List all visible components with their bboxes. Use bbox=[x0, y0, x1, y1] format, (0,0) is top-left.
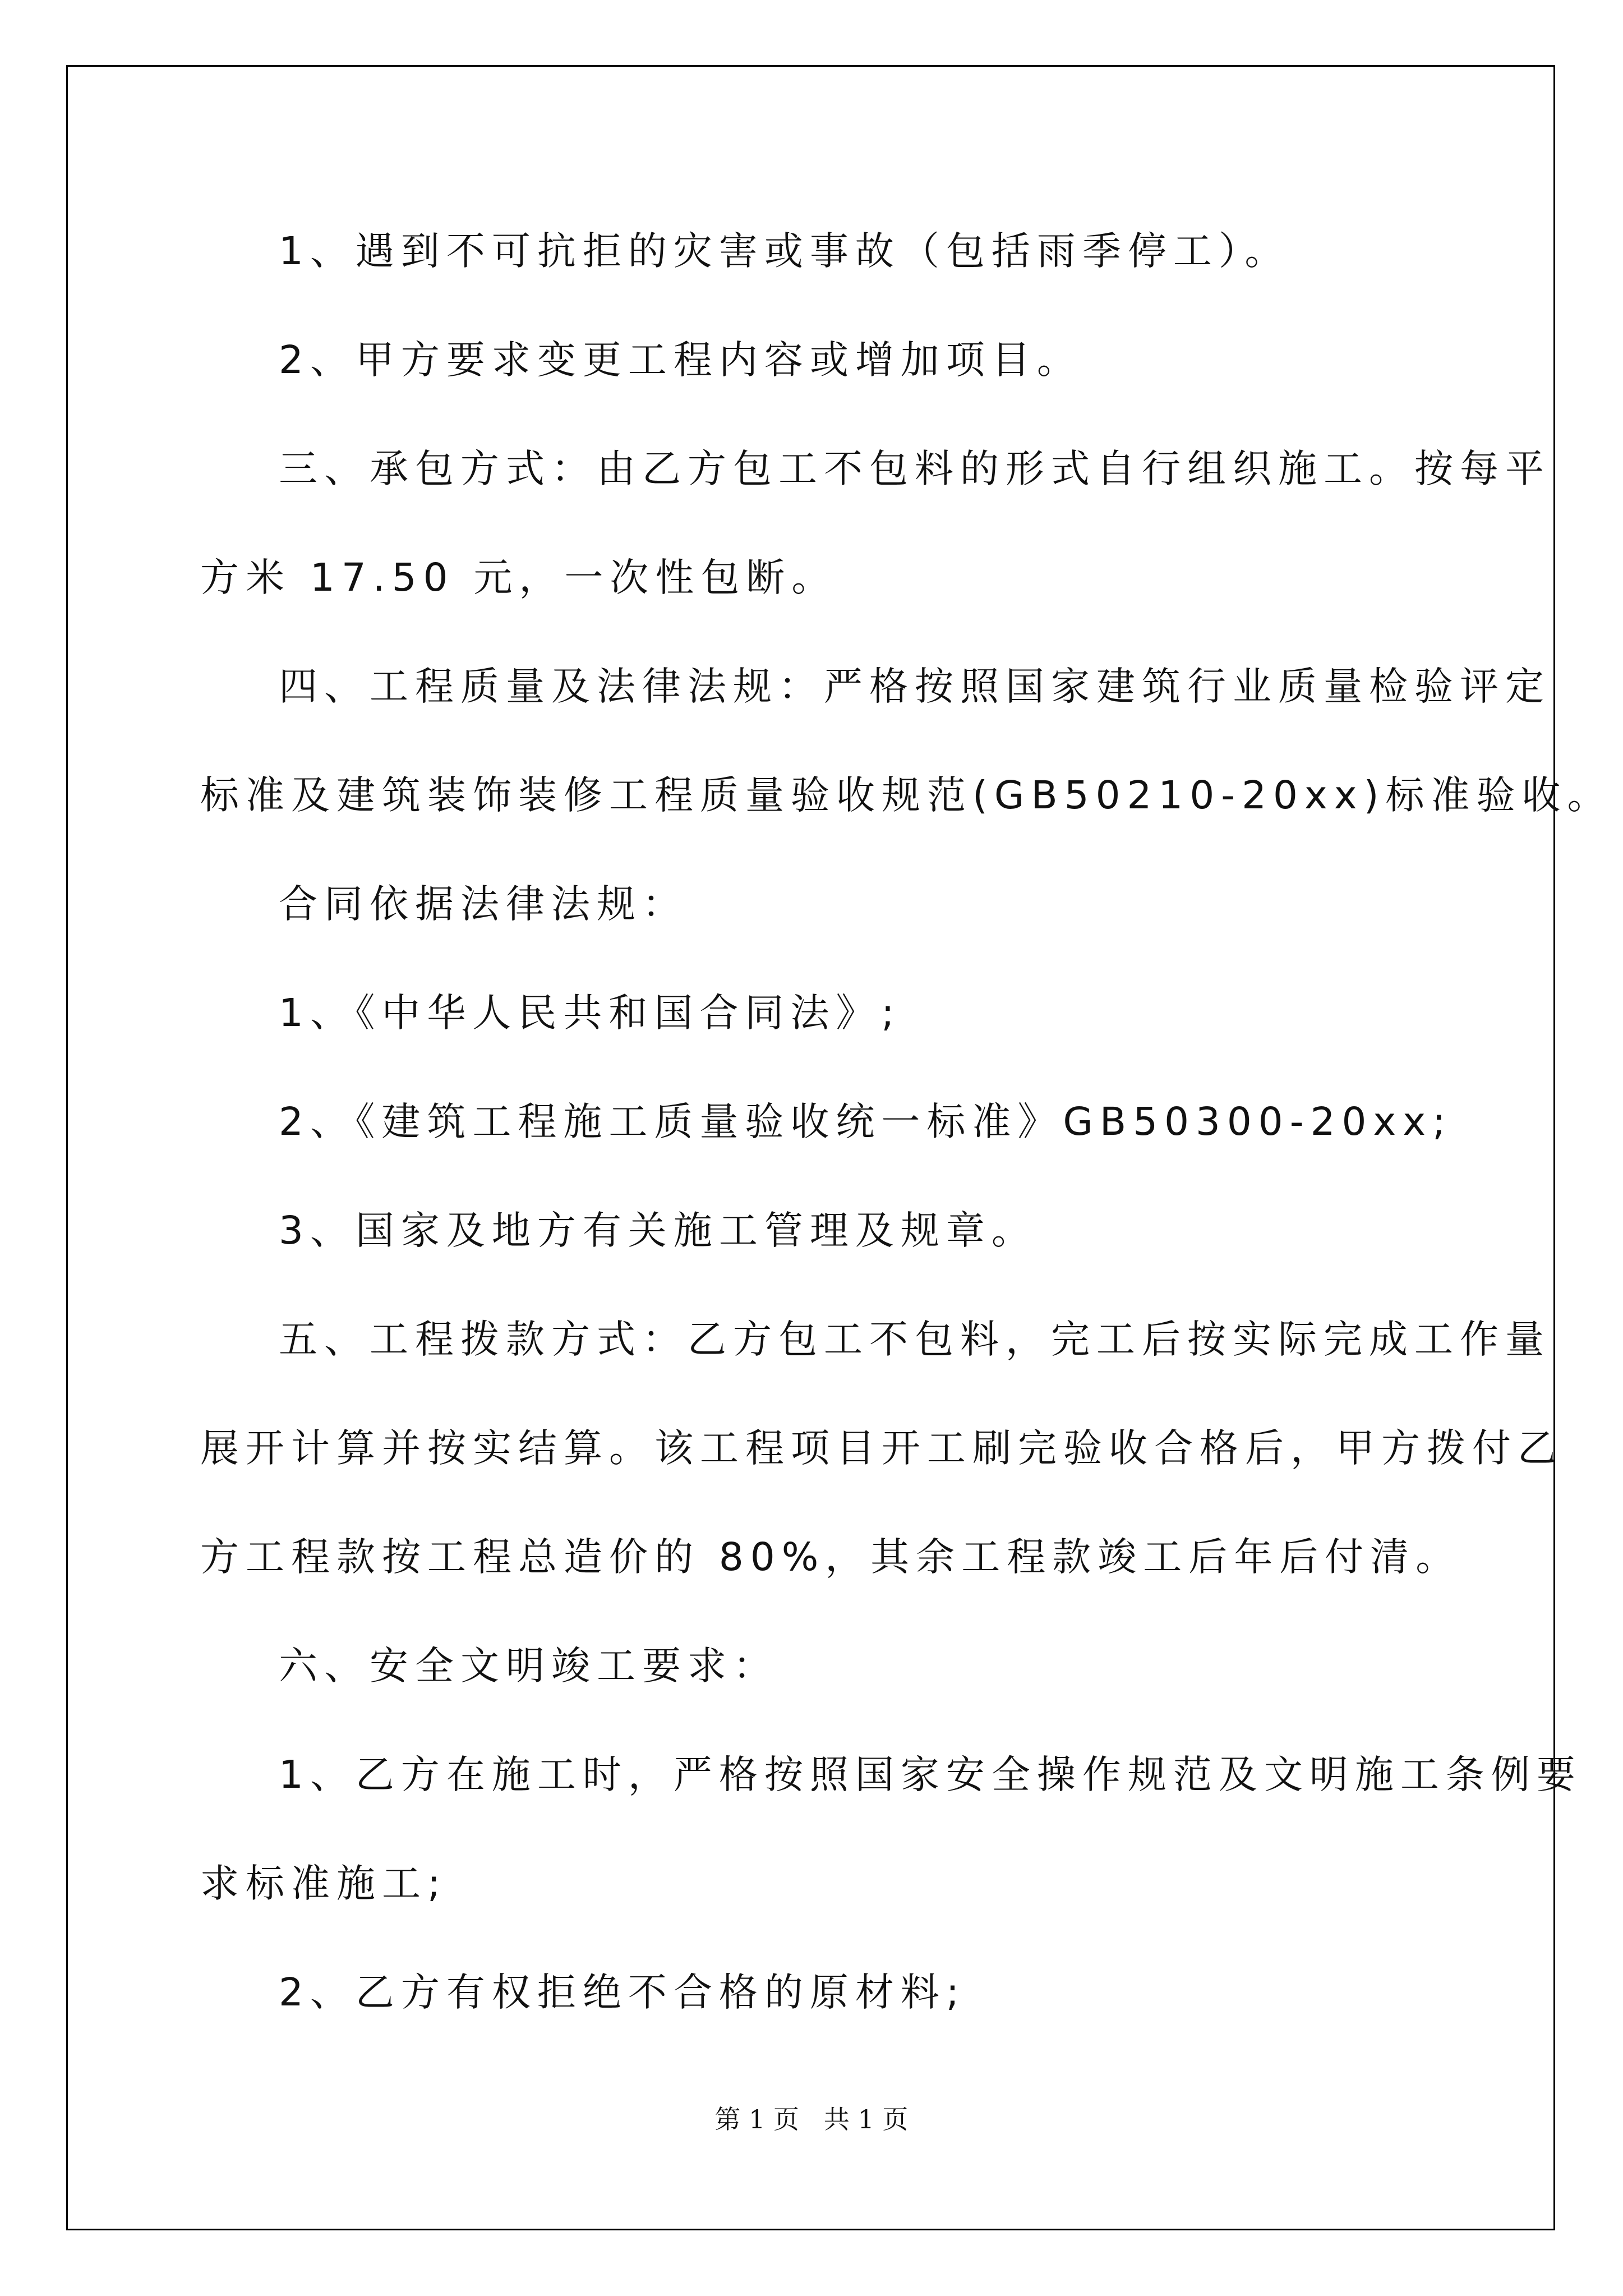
text-line-3: 三、承包方式：由乙方包工不包料的形式自行组织施工。按每平 bbox=[279, 447, 1551, 491]
text-line-8: 1、《中华人民共和国合同法》; bbox=[279, 991, 901, 1036]
text-line-5: 四、工程质量及法律法规：严格按照国家建筑行业质量检验评定 bbox=[279, 664, 1551, 709]
page-footer: 第 1 页 共 1 页 bbox=[714, 2104, 909, 2134]
text-line-4: 方米 17.50 元，一次性包断。 bbox=[200, 555, 837, 600]
text-line-1: 1、遇到不可抗拒的灾害或事故（包括雨季停工）。 bbox=[279, 229, 1290, 274]
text-line-11: 五、工程拨款方式：乙方包工不包料，完工后按实际完成工作量 bbox=[279, 1317, 1551, 1362]
text-line-14: 六、安全文明竣工要求： bbox=[279, 1644, 778, 1688]
text-line-15: 1、乙方在施工时，严格按照国家安全操作规范及文明施工条例要 bbox=[279, 1752, 1582, 1797]
text-line-13: 方工程款按工程总造价的 80%，其余工程款竣工后年后付清。 bbox=[200, 1535, 1461, 1580]
text-line-9: 2、《建筑工程施工质量验收统一标准》GB50300-20xx; bbox=[279, 1099, 1453, 1144]
text-line-6: 标准及建筑装饰装修工程质量验收规范(GB50210-20xx)标准验收。 bbox=[200, 773, 1613, 818]
text-line-17: 2、乙方有权拒绝不合格的原材料; bbox=[279, 1970, 966, 2015]
text-line-12: 展开计算并按实结算。该工程项目开工刷完验收合格后，甲方拨付乙 bbox=[200, 1426, 1563, 1471]
text-line-10: 3、国家及地方有关施工管理及规章。 bbox=[279, 1208, 1037, 1253]
text-line-7: 合同依据法律法规： bbox=[279, 882, 688, 927]
text-line-16: 求标准施工; bbox=[200, 1861, 448, 1906]
text-line-2: 2、甲方要求变更工程内容或增加项目。 bbox=[279, 338, 1082, 383]
